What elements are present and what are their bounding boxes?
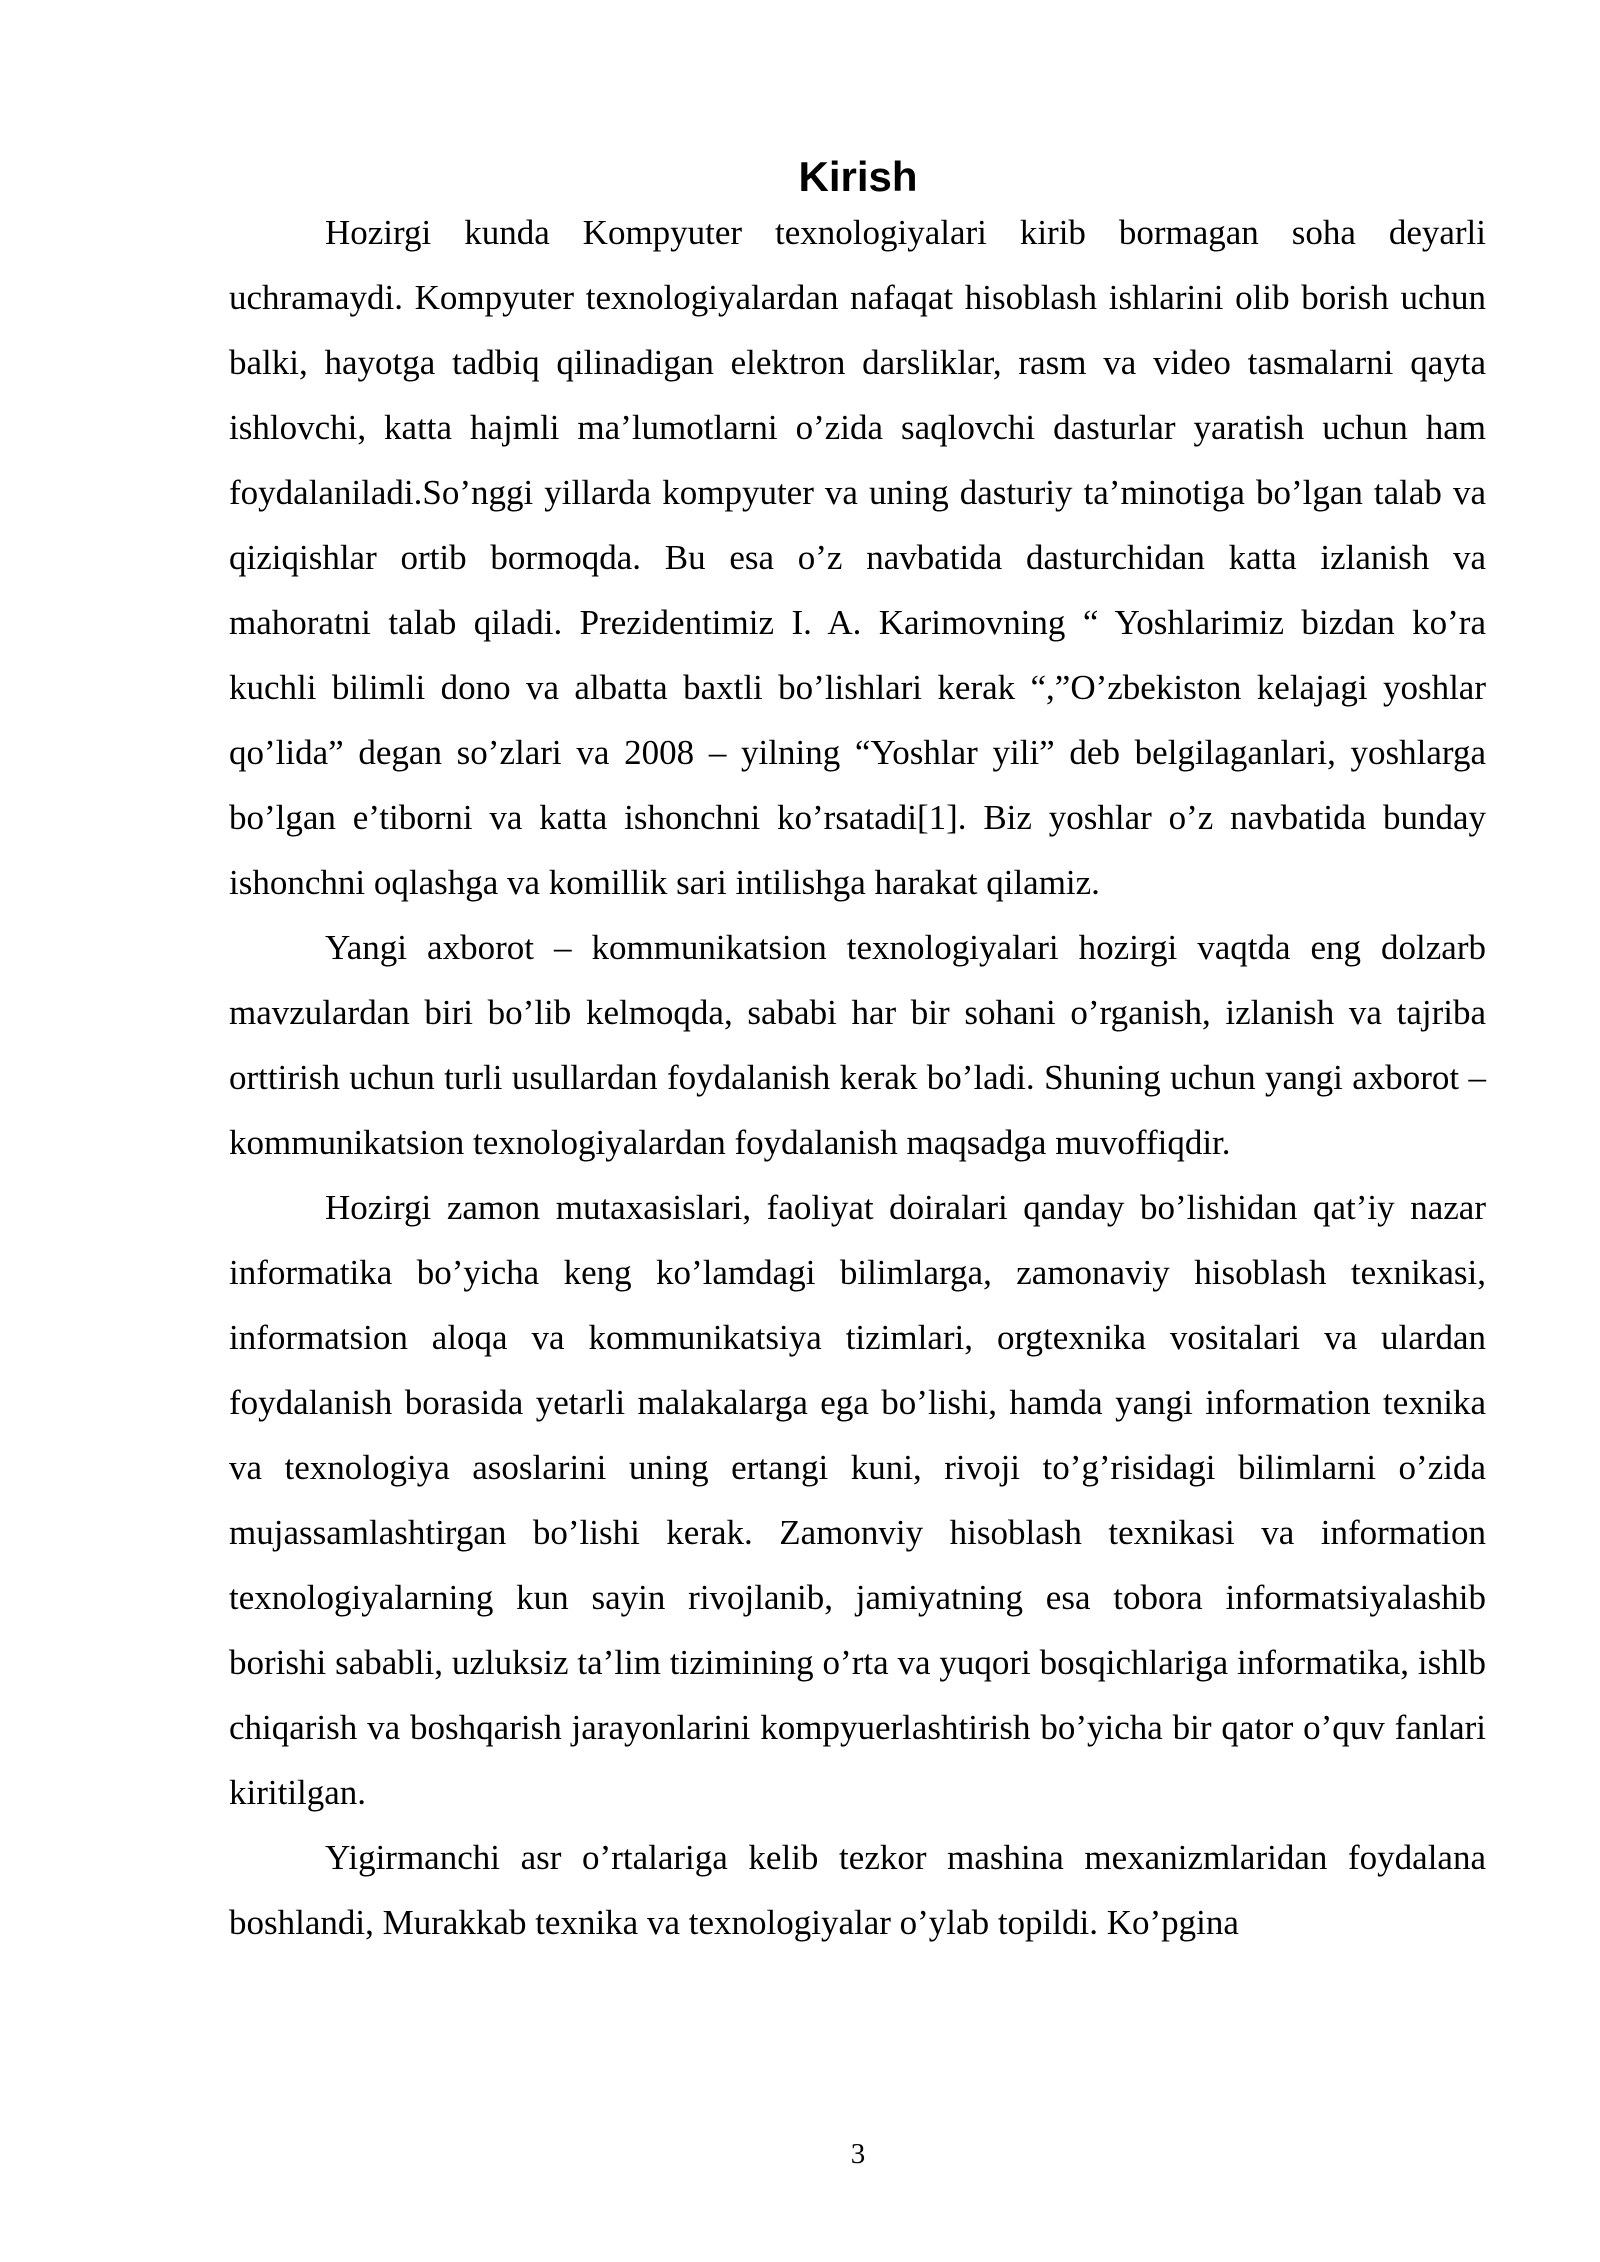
body-text: [229, 200, 1486, 1955]
paragraph: Yigirmanchi asr o’rtalariga kelib tezkor mashina mexanizmlaridan foydalana boshlandi, Murakkab texnika va texnologiyalar o’ylab topildi. Ko’pgina: [229, 1838, 1486, 1942]
paragraph: Yangi axborot – kommunikatsion texnologiyalari hozirgi vaqtda eng dolzarb mavzulardan biri bo’lib kelmoqda, sababi har bir sohani o’rganish, izlanish va tajriba orttirish uchun turli usullardan foydalanish kerak bo’ladi. Shuning uchun yangi axborot – kommunikatsion texnologiyalardan foydalanish maqsadga muvoffiqdir.: [229, 928, 1486, 1162]
paragraph: Hozirgi kunda Kompyuter texnologiyalari kirib bormagan soha deyarli uchramaydi. Kompyuter texnologiyalardan nafaqat hisoblash ishlarini olib borish uchun balki, hayotga tadbiq qilinadigan elektron darsliklar, rasm va video tasmalarni qayta ishlovchi, katta hajmli ma’lumotlarni o’zida saqlovchi dasturlar yaratish uchun ham foydalaniladi.So’nggi yillarda kompyuter va uning dasturiy ta’minotiga bo’lgan talab va qiziqishlar ortib bormoqda. Bu esa o’z navbatida dasturchidan katta izlanish va mahoratni talab qiladi. Prezidentimiz I. A. Karimovning “ Yoshlarimiz bizdan ko’ra kuchli bilimli dono va albatta baxtli bo’lishlari kerak “,”O’zbekiston kelajagi yoshlar qo’lida” degan so’zlari va 2008 – yilning “Yoshlar yili” deb belgilaganlari, yoshlarga bo’lgan e’tiborni va katta ishonchni ko’rsatadi[1]. Biz yoshlar o’z navbatida bunday ishonchni oqlashga va komillik sari intilishga harakat qilamiz.: [229, 213, 1486, 902]
page-number: 3: [850, 2138, 866, 2170]
page-title: Kirish: [798, 153, 918, 200]
paragraph: Hozirgi zamon mutaxasislari, faoliyat doiralari qanday bo’lishidan qat’iy nazar informatika bo’yicha keng ko’lamdagi bilimlarga, zamonaviy hisoblash texnikasi, informatsion aloqa va kommunikatsiya tizimlari, orgtexnika vositalari va ulardan foydalanish borasida yetarli malakalarga ega bo’lishi, hamda yangi information texnika va texnologiya asoslarini uning ertangi kuni, rivoji to’g’risidagi bilimlarni o’zida mujassamlashtirgan bo’lishi kerak. Zamonviy hisoblash texnikasi va information texnologiyalarning kun sayin rivojlanib, jamiyatning esa tobora informatsiyalashib borishi sababli, uzluksiz ta’lim tizimining o’rta va yuqori bosqichlariga informatika, ishlb chiqarish va boshqarish jarayonlarini kompyuerlashtirish bo’yicha bir qator o’quv fanlari kiritilgan.: [229, 1188, 1486, 1812]
